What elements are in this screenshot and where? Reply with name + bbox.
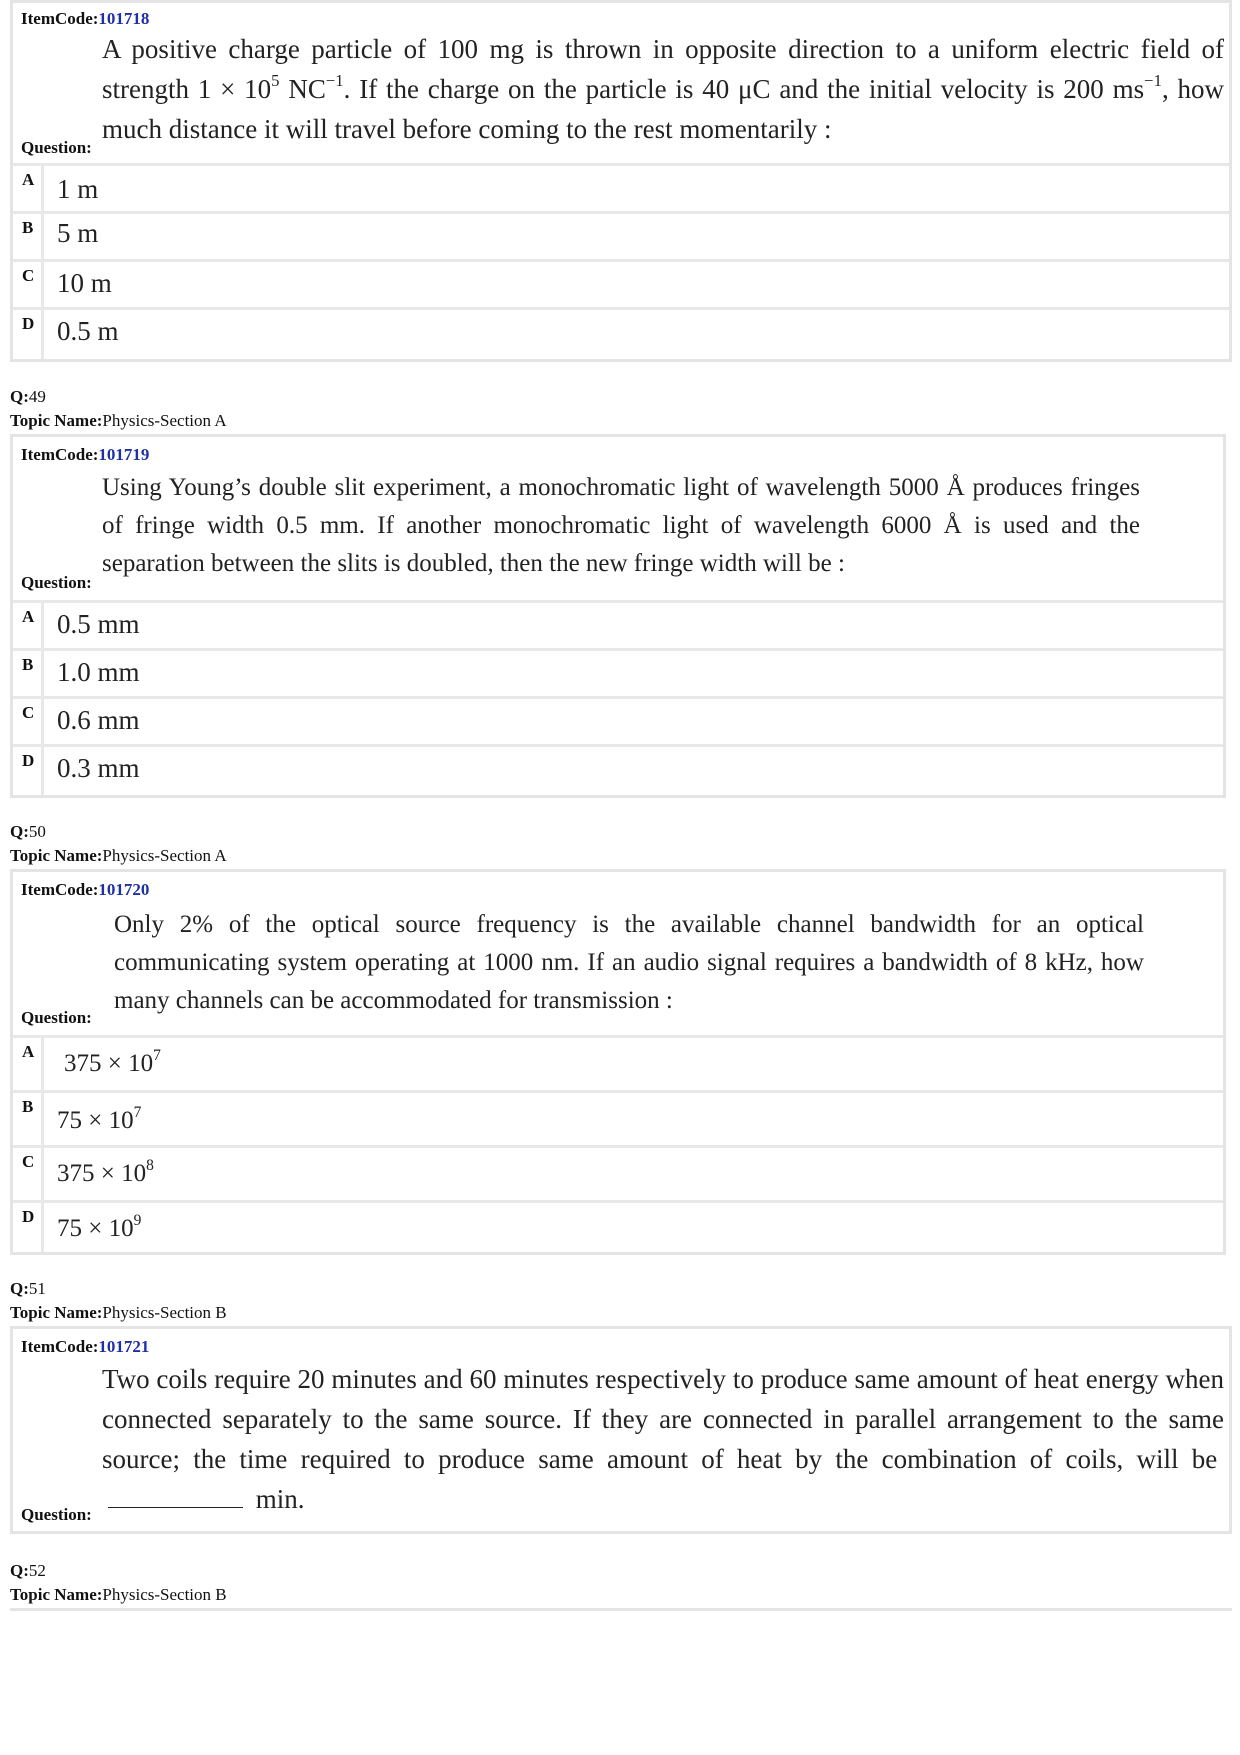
option-text: 10 m [57,268,112,298]
option-letter: A [22,170,35,189]
item-code-label: ItemCode: [21,880,99,899]
question-number: Q:52 [10,1561,46,1580]
option-row-c[interactable] [13,259,1229,307]
option-divider [41,1038,44,1090]
option-letter: B [22,1097,34,1116]
question-card-101718 [10,0,1232,362]
item-code-row [21,9,149,29]
option-row-a[interactable] [13,1035,1223,1090]
option-divider [41,651,44,696]
option-text: $375 \times 10^7$ [64,1047,161,1077]
option-text: 0.5 mm [57,609,140,639]
question-text: Two coils require 20 minutes and 60 minutes respectively to produce same amount of heat energy when connected separately to the same source. If they are connected in parallel arrangement to the same source; the time required to produce same amount of heat by the combination of coils, will be min. [102,1364,1224,1514]
option-row-c[interactable] [13,1145,1223,1200]
option-divider [41,1203,44,1252]
option-divider [41,747,44,795]
option-text: 1.0 mm [57,657,140,687]
option-row-b[interactable] [13,211,1229,259]
option-divider [41,699,44,744]
option-row-c[interactable] [13,696,1223,744]
option-letter: C [22,266,35,285]
option-letter: D [22,1207,35,1226]
option-row-d[interactable] [13,744,1223,795]
option-row-a[interactable] [13,163,1229,211]
topic-name: Topic Name:Physics-Section A [10,411,227,430]
option-row-b[interactable] [13,648,1223,696]
option-row-d[interactable] [13,307,1229,359]
option-letter: B [22,655,34,674]
question-label: Question: [21,573,92,592]
question-card-101719 [10,434,1226,798]
item-code-value: 101720 [98,880,150,899]
question-label: Question: [21,1008,92,1027]
item-code-value: 101721 [98,1337,150,1356]
question-text: Using Young’s double slit experiment, a monochromatic light of wavelength 5000 Å produces fringes of fringe width 0.5 mm. If another monochromatic light of wavelength 6000 Å is used and the separation between the slits is doubled, then the new fringe width will be : [102,474,1140,577]
item-code-label: ItemCode: [21,9,99,28]
item-code-label: ItemCode: [21,1337,99,1356]
option-text: 0.3 mm [57,753,140,783]
option-divider [41,166,44,211]
option-text: $75 \times 10^7$ [57,1104,142,1134]
option-letter: C [22,1152,35,1171]
option-divider [41,1093,44,1145]
item-code-row [21,1337,149,1357]
topic-name: Topic Name:Physics-Section B [10,1303,227,1322]
section-divider [10,1608,1232,1611]
option-letter: C [22,703,35,722]
question-label: Question: [21,1505,92,1524]
topic-name: Topic Name:Physics-Section A [10,846,227,865]
option-text: 0.5 m [57,316,119,346]
option-divider [41,310,44,359]
question-label: Question: [21,138,92,157]
option-text: $75 \times 10^9$ [57,1212,142,1242]
option-divider [41,603,44,648]
question-card-101721 [10,1326,1232,1534]
option-letter: D [22,751,35,770]
item-code-row [21,445,149,465]
question-number: Q:49 [10,387,46,406]
topic-name: Topic Name:Physics-Section B [10,1585,227,1604]
option-letter: D [22,314,35,333]
option-letter: B [22,218,34,237]
option-text: 5 m [57,218,99,248]
item-code-value: 101718 [98,9,150,28]
option-divider [41,1148,44,1200]
option-divider [41,262,44,307]
question-card-101720 [10,869,1226,1255]
question-text: Only 2% of the optical source frequency is the available channel bandwidth for an optical communicating system operating at 1000 nm. If an audio signal requires a bandwidth of 8 kHz, how many channels can be accommodated for transmission : [114,911,1144,1014]
option-text: 0.6 mm [57,705,140,735]
question-number: Q:51 [10,1279,46,1298]
option-divider [41,214,44,259]
question-text: A positive charge particle of 100 mg is thrown in opposite direction to a uniform electric field of strength $1 \times 10^5$ $NC^{-1}$. If the charge on the particle is 40 μC and the initial velocity is 200 $ms^{-1}$, how much distance it will travel before coming to the rest momentarily : [102,34,1224,144]
question-number: Q:50 [10,822,46,841]
answer-blank [108,1506,243,1508]
option-letter: A [22,1042,35,1061]
item-code-value: 101719 [98,445,150,464]
item-code-label: ItemCode: [21,445,99,464]
option-row-d[interactable] [13,1200,1223,1252]
option-text: 1 m [57,174,99,204]
item-code-row [21,880,149,900]
option-letter: A [22,607,35,626]
option-row-a[interactable] [13,600,1223,648]
option-text: $375 \times 10^8$ [57,1157,154,1187]
option-row-b[interactable] [13,1090,1223,1145]
